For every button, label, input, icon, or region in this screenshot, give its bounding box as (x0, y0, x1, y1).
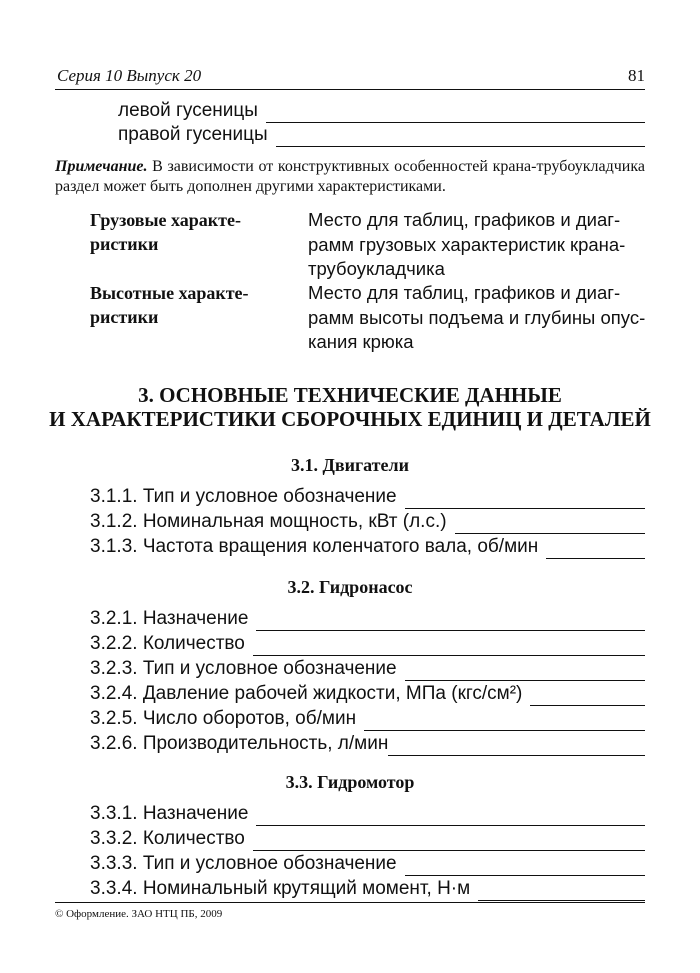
characteristic-label-line: Высотные характе- (90, 283, 249, 303)
form-line (90, 707, 645, 731)
form-line-label: 3.3.1. Назначение (90, 803, 249, 824)
section-title (40, 383, 660, 431)
characteristic-value-line: рамм грузовых характеристик крана- (308, 233, 626, 255)
note-text: В зависимости от конструктивных особенностей крана-трубоукладчика раздел может быть дополнен другими характеристиками. (55, 158, 645, 195)
characteristic-label-line: ристики (90, 307, 159, 327)
copyright-text: © Оформление. ЗАО НТЦ ПБ, 2009 (55, 908, 223, 920)
blank-fill-line (455, 515, 645, 534)
blank-fill-line (256, 807, 645, 826)
form-line-label: 3.2.3. Тип и условное обозначение (90, 658, 397, 679)
form-line (90, 485, 645, 509)
form-line-left-track (118, 99, 645, 123)
form-line (90, 877, 645, 901)
characteristic-label-line: ристики (90, 234, 159, 254)
series-label: Серия 10 Выпуск 20 (57, 66, 202, 85)
characteristic-value-line: трубоукладчика (308, 258, 445, 279)
blank-fill-line (405, 490, 645, 509)
characteristic-value-line: Место для таблиц, графиков и диаг- (308, 282, 621, 303)
form-line-right-track (118, 123, 645, 147)
blank-fill-line (388, 737, 645, 756)
page-number: 81 (628, 66, 645, 85)
characteristic-label (90, 208, 280, 256)
blank-fill-line (364, 712, 645, 731)
blank-fill-line (478, 882, 645, 901)
form-line-label: 3.1.1. Тип и условное обозначение (90, 486, 397, 507)
blank-fill-line (266, 104, 645, 123)
note-paragraph (55, 157, 645, 197)
form-line-label: 3.1.3. Частота вращения коленчатого вала, об/мин (90, 536, 539, 557)
page-footer (55, 902, 645, 923)
section-title-line: И ХАРАКТЕРИСТИКИ СБОРОЧНЫХ ЕДИНИЦ И ДЕТАЛЕЙ (49, 407, 651, 431)
characteristic-value-line: Место для таблиц, графиков и диаг- (308, 209, 621, 230)
form-line-label: 3.2.4. Давление рабочей жидкости, МПа (кгс/см²) (90, 683, 523, 704)
form-line (90, 732, 645, 756)
form-line-label: 3.2.6. Производительность, л/мин (90, 733, 389, 754)
form-line (90, 852, 645, 876)
characteristic-value-line: кания крюка (308, 331, 414, 352)
form-line (90, 535, 645, 559)
form-line-label: левой гусеницы (118, 100, 258, 121)
page-header (55, 63, 645, 90)
form-line-label: 3.2.5. Число оборотов, об/мин (90, 708, 357, 729)
form-line-label: 3.2.2. Количество (90, 633, 245, 654)
form-line-label: правой гусеницы (118, 124, 268, 145)
section-title-line: 3. ОСНОВНЫЕ ТЕХНИЧЕСКИЕ ДАННЫЕ (138, 383, 562, 407)
form-line-label: 3.2.1. Назначение (90, 608, 249, 629)
form-line (90, 682, 645, 706)
blank-fill-line (546, 540, 645, 559)
blank-fill-line (253, 832, 645, 851)
form-line-label: 3.3.2. Количество (90, 828, 245, 849)
characteristic-label-line: Грузовые характе- (90, 210, 242, 230)
blank-fill-line (253, 637, 645, 656)
form-line (90, 510, 645, 534)
blank-fill-line (256, 612, 645, 631)
note-label: Примечание. (55, 158, 148, 175)
form-line (90, 802, 645, 826)
characteristic-placeholder (308, 208, 650, 282)
characteristic-value-line: рамм высоты подъема и глубины опус- (308, 306, 646, 328)
blank-fill-line (405, 857, 645, 876)
form-line (90, 607, 645, 631)
form-line-label: 3.1.2. Номинальная мощность, кВт (л.с.) (90, 511, 447, 532)
form-line-label: 3.3.3. Тип и условное обозначение (90, 853, 397, 874)
subsection-title-engines: 3.1. Двигатели (291, 455, 409, 475)
form-line-label: 3.3.4. Номинальный крутящий момент, Н·м (90, 878, 471, 899)
subsection-title-motor: 3.3. Гидромотор (285, 772, 415, 792)
blank-fill-line (530, 687, 645, 706)
blank-fill-line (276, 128, 645, 147)
subsection-title-pump: 3.2. Гидронасос (287, 577, 413, 597)
form-line (90, 657, 645, 681)
characteristic-label (90, 281, 280, 329)
blank-fill-line (405, 662, 645, 681)
form-line (90, 827, 645, 851)
form-line (90, 632, 645, 656)
characteristic-placeholder (308, 281, 650, 355)
